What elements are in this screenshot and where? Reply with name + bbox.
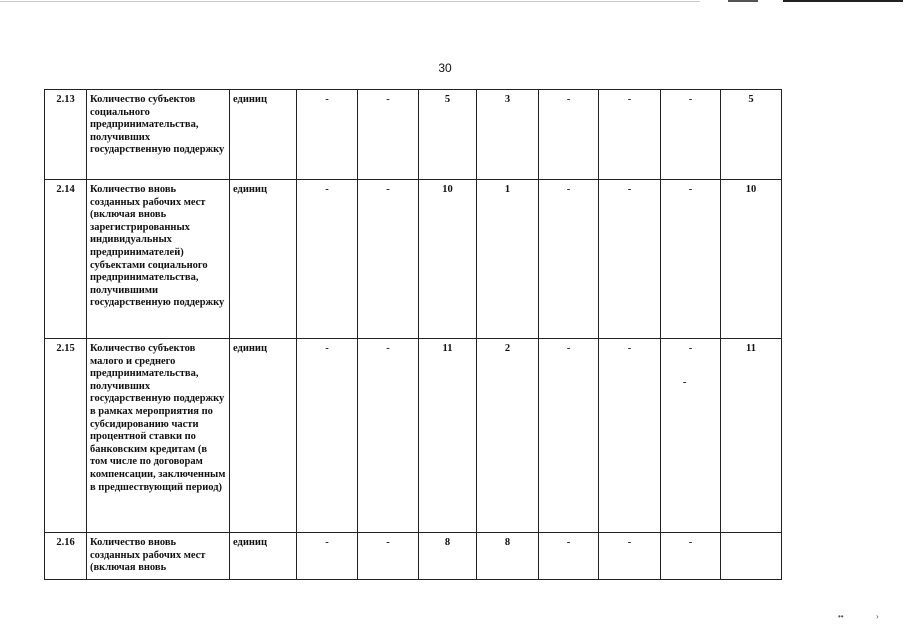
value-cell: - [358,533,419,580]
unit-cell: единиц [230,339,297,533]
value-cell: - [599,90,661,180]
value-cell: 5 [721,90,782,180]
value-cell-with-mark [661,339,721,533]
value-cell: - [599,533,661,580]
table-row-2-13 [45,90,782,180]
value-cell: - [661,180,721,339]
value-cell: 2 [477,339,539,533]
value-cell [721,533,782,580]
table-row-2-16 [45,533,782,580]
value-cell: 3 [477,90,539,180]
row-number: 2.14 [45,180,87,339]
value-cell-wrap [664,343,717,388]
value-cell: - [539,339,599,533]
value-cell: - [661,90,721,180]
unit-cell: единиц [230,180,297,339]
scan-top-edge-line [0,1,700,2]
value-cell: - [539,533,599,580]
table-row-2-14 [45,180,782,339]
value-cell: 10 [721,180,782,339]
indicator-name: Количество вновь созданных рабочих мест (включая вновь [87,533,230,580]
table-row-2-15 [45,339,782,533]
indicator-name: Количество субъектов малого и среднего предпринимательства, получивших государственную поддержку в рамках мероприятия по субсидированию части процентной ставки по банковским кредитам (в том числе по договорам компенсации, заключенным в предшествующий период) [87,339,230,533]
value-cell: 11 [419,339,477,533]
page-number: 30 [438,61,452,75]
value-cell: - [599,339,661,533]
value-cell: 10 [419,180,477,339]
value-cell: - [539,180,599,339]
unit-cell: единиц [230,533,297,580]
indicator-table [44,89,782,580]
value-cell: 11 [721,339,782,533]
value-cell: - [358,90,419,180]
indicator-name: Количество субъектов социального предпринимательства, получивших государственную поддержку [87,90,230,180]
stray-dash-mark: - [683,377,687,388]
row-number: 2.13 [45,90,87,180]
scan-top-mark-left [728,0,758,2]
scan-top-mark-right [783,0,903,2]
value-cell: - [297,90,358,180]
value-cell: 1 [477,180,539,339]
indicator-name: Количество вновь созданных рабочих мест (включая вновь зарегистрированных индивидуальных предпринимателей) субъектами социального предпринимательства, получившими государственную поддержку [87,180,230,339]
value-cell: - [358,339,419,533]
value-cell: 8 [477,533,539,580]
value-cell: 8 [419,533,477,580]
value-cell: - [297,339,358,533]
row-number: 2.15 [45,339,87,533]
value-cell: 5 [419,90,477,180]
scan-mark-left: •• [838,612,844,621]
row-number: 2.16 [45,533,87,580]
value-cell: - [297,180,358,339]
value-text: - [688,343,693,354]
value-cell: - [297,533,358,580]
value-cell: - [358,180,419,339]
unit-cell: единиц [230,90,297,180]
value-cell: - [539,90,599,180]
value-cell: - [599,180,661,339]
scan-mark-right: › [876,612,879,621]
value-cell: - [661,533,721,580]
